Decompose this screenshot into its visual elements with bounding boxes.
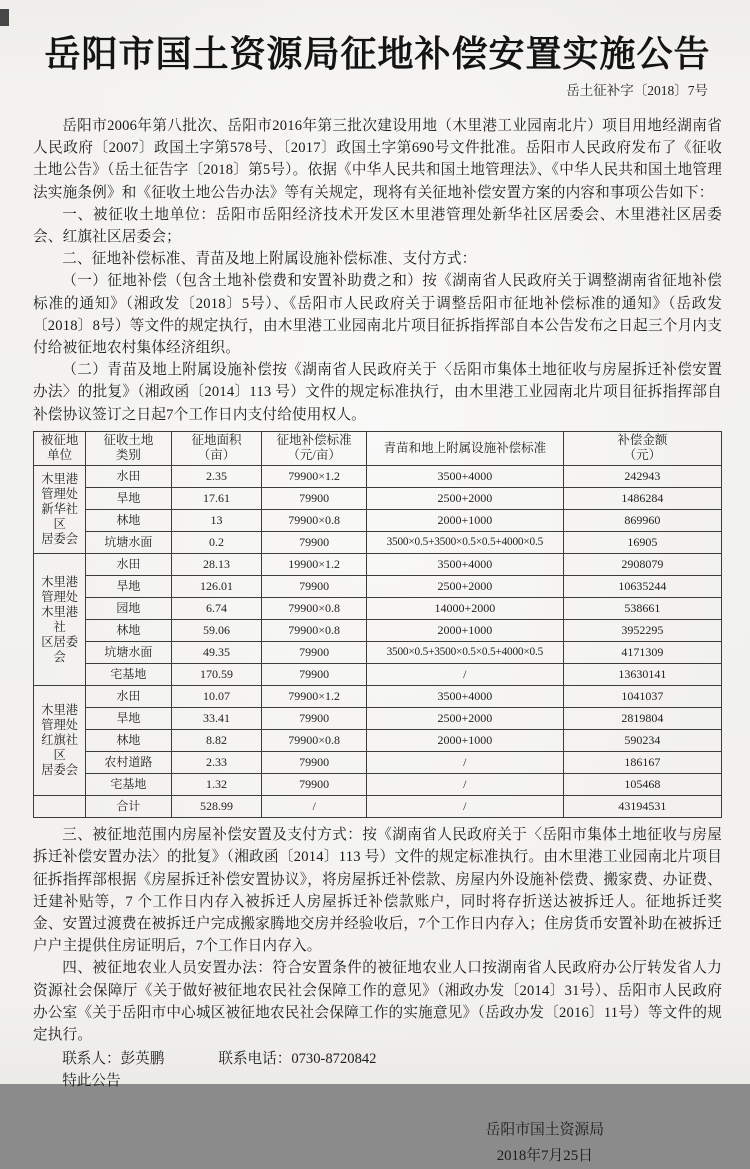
table-cell: 旱地 [86, 488, 171, 510]
table-cell: 43194531 [563, 796, 721, 818]
table-cell: 2819804 [563, 708, 721, 730]
table-cell: / [262, 796, 367, 818]
table-cell: 13 [171, 510, 262, 532]
table-cell: 528.99 [171, 796, 262, 818]
table-row [34, 642, 722, 664]
table-cell: 79900 [262, 642, 367, 664]
table-row [34, 532, 722, 554]
table-header-cell: 补偿金额 （元） [563, 431, 721, 465]
table-cell: 合计 [86, 796, 171, 818]
table-cell: 6.74 [171, 598, 262, 620]
body-text-after-table [33, 824, 722, 1046]
table-row [34, 620, 722, 642]
table-row [34, 598, 722, 620]
table-cell: 1486284 [563, 488, 721, 510]
paragraph-item2-1: （一）征地补偿（包含土地补偿费和安置补助费之和）按《湖南省人民政府关于调整湖南省征地补偿标准的通知》（湘政发〔2018〕5号）、《岳阳市人民政府关于调整岳阳市征地补偿标准的通知》（岳政发〔2018〕8号）等文件的规定执行，由木里港工业园南北片项目征拆指挥部自本公告发布之日起三个月内支付给被征地农村集体经济组织。 [33, 273, 722, 357]
table-header-cell: 征收土地 类别 [86, 431, 171, 465]
contact-person: 联系人：彭英鹏 [62, 1051, 165, 1068]
table-cell: 79900×0.8 [262, 620, 367, 642]
table-cell: 农村道路 [86, 752, 171, 774]
table-cell: 79900 [262, 774, 367, 796]
closing-line: 特此公告 [62, 1073, 121, 1090]
table-cell: 79900×0.8 [262, 730, 367, 752]
table-cell: 坑塘水面 [86, 532, 171, 554]
table-cell: 2000+1000 [366, 620, 563, 642]
table-cell: 3500+4000 [366, 554, 563, 576]
table-cell: 14000+2000 [366, 598, 563, 620]
table-row [34, 752, 722, 774]
paragraph-item3: 三、被征地范围内房屋补偿安置及支付方式：按《湖南省人民政府关于〈岳阳市集体土地征收与房屋拆迁补偿安置办法〉的批复》（湘政函〔2014〕113 号）文件的规定标准执行。由木里港工业园南北片项目征拆指挥部根据《房屋拆迁补偿安置协议》，将房屋拆迁补偿款、房屋内外设施补偿费、搬家费、办证费、迁建补贴等，7 个工作日内存入被拆迁人房屋拆迁补偿款账户，同时将存折送达被拆迁人。征地拆迁奖金、安置过渡费在被拆迁户完成搬家腾地交房并经验收后，7个工作日内存入；住房货币安置补助在被拆迁户户主提供住房证明后，7个工作日内存入。 [33, 827, 722, 955]
table-cell: 17.61 [171, 488, 262, 510]
table-cell: 79900×0.8 [262, 598, 367, 620]
table-cell: 3500+4000 [366, 466, 563, 488]
table-cell: / [366, 774, 563, 796]
table-cell: 10.07 [171, 686, 262, 708]
table-cell: 林地 [86, 510, 171, 532]
table-cell: 590234 [563, 730, 721, 752]
table-row [34, 466, 722, 488]
paragraph-item2: 二、征地补偿标准、青苗及地上附属设施补偿标准、支付方式： [62, 251, 477, 268]
table-cell: 16905 [563, 532, 721, 554]
table-cell: 186167 [563, 752, 721, 774]
table-cell: 林地 [86, 730, 171, 752]
table-cell: 2500+2000 [366, 488, 563, 510]
table-header-cell: 征地补偿标准 （元/亩） [262, 431, 367, 465]
table-cell: 28.13 [171, 554, 262, 576]
table-cell: 79900 [262, 488, 367, 510]
table-cell: 13630141 [563, 664, 721, 686]
unit-cell: 木里港 管理处 新华社区 居委会 [34, 466, 86, 554]
table-cell: 2000+1000 [366, 730, 563, 752]
table-header-cell: 征地面积 （亩） [171, 431, 262, 465]
table-cell: 79900 [262, 576, 367, 598]
table-cell: 3500+4000 [366, 686, 563, 708]
table-cell: 10635244 [563, 576, 721, 598]
table-cell: 79900 [262, 708, 367, 730]
table-cell: 1.32 [171, 774, 262, 796]
table-cell: 林地 [86, 620, 171, 642]
page-title: 岳阳市国土资源局征地补偿安置实施公告 [44, 33, 711, 74]
body-text [33, 115, 722, 426]
compensation-table-body [34, 466, 722, 818]
table-cell: 2908079 [563, 554, 721, 576]
table-cell: 园地 [86, 598, 171, 620]
table-cell: 126.01 [171, 576, 262, 598]
table-cell: / [366, 796, 563, 818]
paragraph-item4: 四、被征地农业人员安置办法：符合安置条件的被征地农业人口按湖南省人民政府办公厅转发省人力资源社会保障厅《关于做好被征地农民社会保障工作的意见》（湘政办发〔2014〕31号）、岳阳市人民政府办公室《关于岳阳市中心城区被征地农民社会保障工作的实施意见》（岳政办发〔2016〕11号）等文件的规定执行。 [33, 960, 722, 1043]
table-cell: 79900×1.2 [262, 686, 367, 708]
table-cell: 水田 [86, 686, 171, 708]
signature-org: 岳阳市国土资源局 [485, 1121, 604, 1138]
table-cell: 79900×0.8 [262, 510, 367, 532]
table-cell: 1041037 [563, 686, 721, 708]
table-total-row [34, 796, 722, 818]
table-cell: 4171309 [563, 642, 721, 664]
table-cell: 59.06 [171, 620, 262, 642]
table-cell: 8.82 [171, 730, 262, 752]
table-row [34, 510, 722, 532]
table-row [34, 686, 722, 708]
signature-date: 2018年7月25日 [496, 1147, 593, 1164]
table-cell: 79900 [262, 532, 367, 554]
table-header-cell: 青苗和地上附属设施补偿标准 [366, 431, 563, 465]
scan-artifact-mark [0, 9, 9, 26]
paragraph-item1: 一、被征收土地单位：岳阳市岳阳经济技术开发区木里港管理处新华社区居委会、木里港社区居委会、红旗社区居委会； [33, 206, 722, 246]
table-cell: 19900×1.2 [262, 554, 367, 576]
table-cell: 坑塘水面 [86, 642, 171, 664]
table-cell [34, 796, 86, 818]
table-row [34, 708, 722, 730]
paragraph-intro: 岳阳市2006年第八批次、岳阳市2016年第三批次建设用地（木里港工业园南北片）项目用地经湖南省人民政府〔2007〕政国土字第578号、〔2017〕政国土字第690号文件批准。岳阳市人民政府发布了《征收土地公告》（岳土征告字〔2018〕第5号）。依据《中华人民共和国土地管理法》、《中华人民共和国土地管理法实施条例》和《征收土地公告办法》等有关规定，现将有关征地补偿安置方案的内容和事项公告如下： [33, 118, 722, 201]
table-cell: 2500+2000 [366, 576, 563, 598]
table-cell: 33.41 [171, 708, 262, 730]
table-cell: 2.33 [171, 752, 262, 774]
table-header-row [34, 431, 722, 465]
table-row [34, 488, 722, 510]
table-cell: 79900 [262, 664, 367, 686]
table-cell: 105468 [563, 774, 721, 796]
table-row [34, 774, 722, 796]
table-cell: 旱地 [86, 576, 171, 598]
table-cell: 79900×1.2 [262, 466, 367, 488]
table-cell: 旱地 [86, 708, 171, 730]
table-cell: 538661 [563, 598, 721, 620]
table-row [34, 576, 722, 598]
table-cell: 869960 [563, 510, 721, 532]
table-header-cell: 被征地 单位 [34, 431, 86, 465]
unit-cell: 木里港 管理处 木里港社 区居委会 [34, 554, 86, 686]
table-cell: 3500×0.5+3500×0.5×0.5+4000×0.5 [366, 532, 563, 554]
table-cell: / [366, 664, 563, 686]
table-cell: 宅基地 [86, 664, 171, 686]
paragraph-item2-2: （二）青苗及地上附属设施补偿按《湖南省人民政府关于〈岳阳市集体土地征收与房屋拆迁补偿安置办法〉的批复》（湘政函〔2014〕113 号）文件的规定标准执行，由木里港工业园南北片项目征拆指挥部自补偿协议签订之日起7个工作日内支付给使用权人。 [33, 362, 722, 423]
table-cell: 2.35 [171, 466, 262, 488]
table-row [34, 730, 722, 752]
table-cell: / [366, 752, 563, 774]
table-cell: 宅基地 [86, 774, 171, 796]
table-cell: 3952295 [563, 620, 721, 642]
table-cell: 242943 [563, 466, 721, 488]
table-cell: 0.2 [171, 532, 262, 554]
table-cell: 170.59 [171, 664, 262, 686]
signature-block [486, 1117, 604, 1169]
table-cell: 水田 [86, 554, 171, 576]
doc-number: 岳土征补字〔2018〕7号 [566, 83, 708, 98]
table-cell: 水田 [86, 466, 171, 488]
table-row [34, 664, 722, 686]
table-cell: 2000+1000 [366, 510, 563, 532]
table-row [34, 554, 722, 576]
table-cell: 2500+2000 [366, 708, 563, 730]
table-cell: 79900 [262, 752, 367, 774]
table-cell: 49.35 [171, 642, 262, 664]
contact-phone: 联系电话：0730-8720842 [218, 1051, 377, 1068]
table-cell: 3500×0.5+3500×0.5×0.5+4000×0.5 [366, 642, 563, 664]
unit-cell: 木里港 管理处 红旗社区 居委会 [34, 686, 86, 796]
compensation-table [33, 431, 722, 818]
contact-row [33, 1048, 722, 1070]
